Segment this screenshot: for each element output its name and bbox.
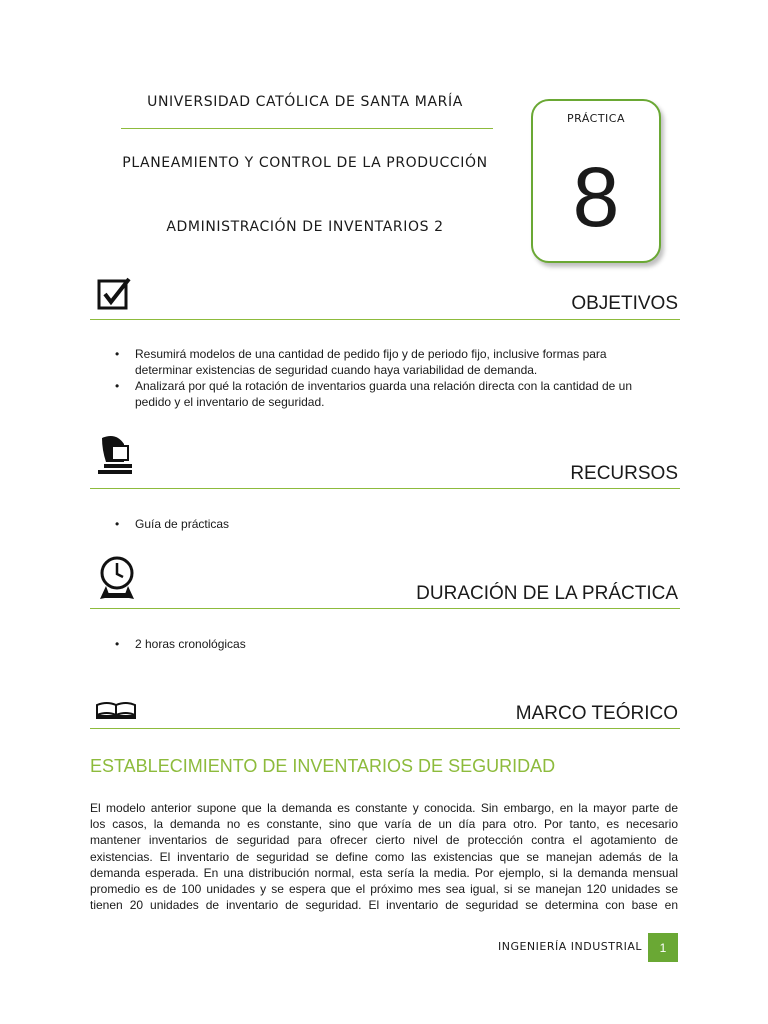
body-line: demanda esperada. En una distribución normal, esta sería la media. Por ejemplo, si la demanda mensual: [90, 865, 678, 880]
practice-number: 8: [572, 150, 620, 244]
body-line: El modelo anterior supone que la demanda es constante y conocida. Sin embargo, en la mayor parte de: [90, 801, 678, 815]
open-book-icon: [95, 699, 139, 723]
computer-icon: [94, 432, 138, 476]
objetivos-heading: OBJETIVOS: [571, 293, 678, 314]
recursos-list: [113, 516, 658, 532]
list-item: • 2 horas cronológicas: [113, 636, 658, 652]
body-line: tienen 20 unidades de inventario de seguridad. El inventario de seguridad se determina con base en: [90, 898, 678, 913]
alarm-clock-icon: [96, 553, 140, 603]
footer-label: INGENIERÍA INDUSTRIAL: [497, 940, 642, 953]
body-line: promedio es de 100 unidades y se espera que el próximo mes sea igual, si se manejan 120 unidades se: [90, 882, 678, 897]
list-item: • Guía de prácticas: [113, 516, 658, 532]
practice-number-box: [531, 99, 661, 263]
body-line: los casos, la demanda no es constante, sino que varía de un día para otro. Por tanto, es necesario: [90, 817, 678, 832]
list-item: • Resumirá modelos de una cantidad de pedido fijo y de periodo fijo, inclusive formas para determinar existencias de seguridad cuando haya variabilidad de demanda.: [113, 346, 658, 378]
recursos-divider: [90, 488, 680, 489]
body-paragraph: [90, 800, 678, 913]
body-line: mantener inventarios de seguridad para ofrecer cierto nivel de protección contra el agotamiento de: [90, 833, 678, 848]
practice-label: PRÁCTICA: [566, 112, 625, 125]
body-line: existencias. El inventario de seguridad se define como las existencias que se manejan además de la: [90, 849, 678, 864]
list-item: • Analizará por qué la rotación de inventarios guarda una relación directa con la cantidad de un pedido y el inventario de seguridad.: [113, 378, 658, 410]
duracion-divider: [90, 608, 680, 609]
marco-divider: [90, 728, 680, 729]
header-divider: [121, 128, 493, 129]
marco-heading: MARCO TEÓRICO: [515, 703, 678, 724]
university-title: UNIVERSIDAD CATÓLICA DE SANTA MARÍA: [147, 94, 463, 110]
page-number: 1: [648, 933, 678, 962]
course-title: PLANEAMIENTO Y CONTROL DE LA PRODUCCIÓN: [122, 155, 488, 171]
recursos-heading: RECURSOS: [570, 463, 678, 484]
topic-title: ADMINISTRACIÓN DE INVENTARIOS 2: [166, 219, 444, 235]
duracion-heading: DURACIÓN DE LA PRÁCTICA: [416, 583, 678, 604]
objetivos-list: [113, 346, 658, 410]
section-subtitle: ESTABLECIMIENTO DE INVENTARIOS DE SEGURIDAD: [90, 756, 556, 776]
objetivos-divider: [90, 319, 680, 320]
duracion-list: [113, 636, 658, 652]
checkbox-icon: [96, 276, 132, 312]
